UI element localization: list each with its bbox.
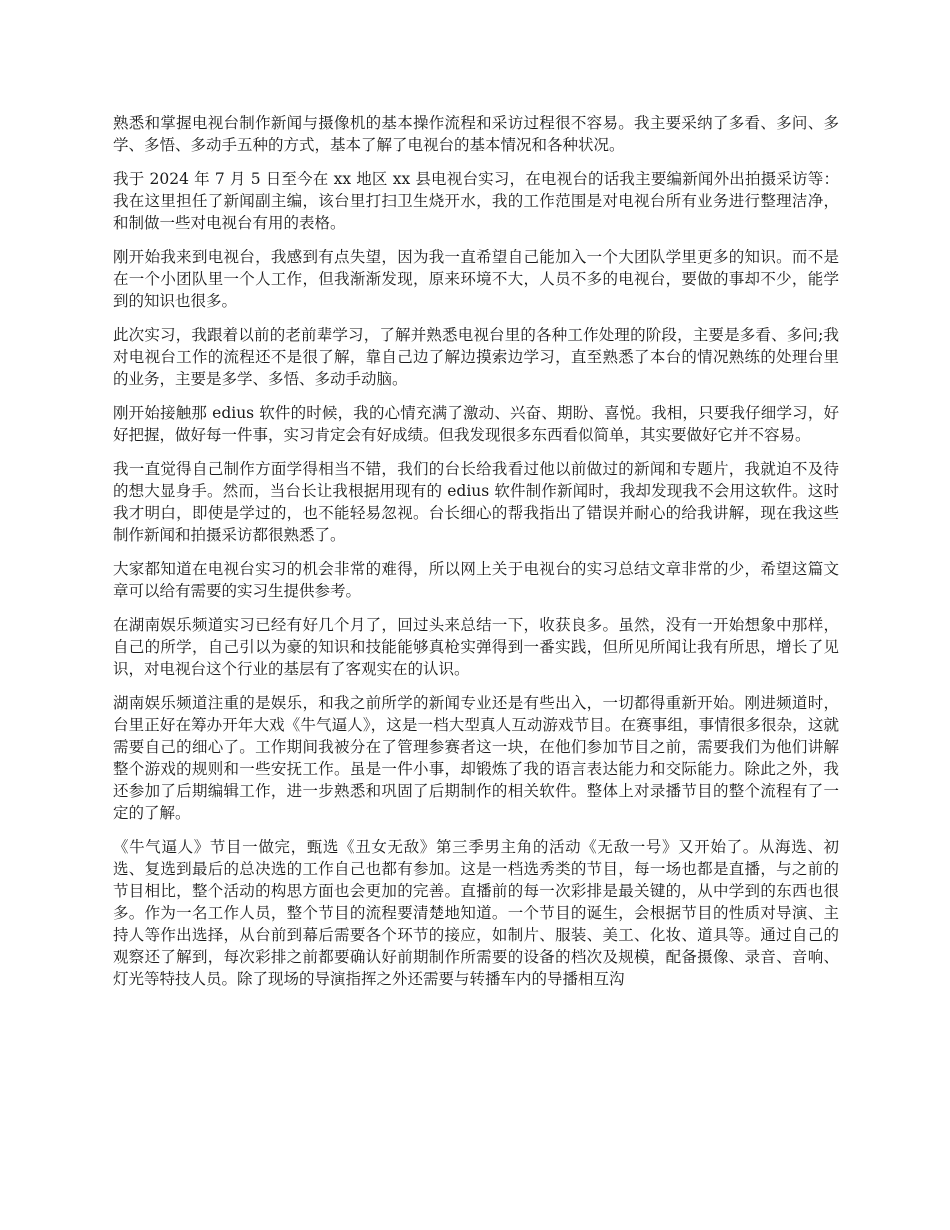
paragraph: 在湖南娱乐频道实习已经有好几个月了，回过头来总结一下，收获良多。虽然，没有一开始想象中那样，自己的所学，自己引以为豪的知识和技能能够真枪实弹得到一番实践，但所见所闻让我有所思，增长了见识，对电视台这个行业的基层有了客观实在的认识。: [113, 616, 839, 678]
paragraph: 我于 2024 年 7 月 5 日至今在 xx 地区 xx 县电视台实习，在电视台的话我主要编新闻外出拍摄采访等：我在这里担任了新闻副主编，该台里打扫卫生烧开水，我的工作范围是对电视台所有业务进行整理洁净，和制做一些对电视台有用的表格。: [113, 170, 839, 232]
paragraph: 大家都知道在电视台实习的机会非常的难得，所以网上关于电视台的实习总结文章非常的少，希望这篇文章可以给有需要的实习生提供参考。: [113, 560, 839, 600]
paragraph: 熟悉和掌握电视台制作新闻与摄像机的基本操作流程和采访过程很不容易。我主要采纳了多看、多问、多学、多悟、多动手五种的方式，基本了解了电视台的基本情况和各种状况。: [113, 114, 839, 154]
paragraph: 我一直觉得自己制作方面学得相当不错，我们的台长给我看过他以前做过的新闻和专题片，我就迫不及待的想大显身手。然而，当台长让我根据用现有的 edius 软件制作新闻时，我却发现我不会用这软件。这时我才明白，即使是学过的，也不能轻易忽视。台长细心的帮我指出了错误并耐心的给我讲解，现在我这些制作新闻和拍摄采访都很熟悉了。: [113, 460, 839, 544]
paragraph: 刚开始我来到电视台，我感到有点失望，因为我一直希望自己能加入一个大团队学里更多的知识。而不是在一个小团队里一个人工作，但我渐渐发现，原来环境不大，人员不多的电视台，要做的事却不少，能学到的知识也很多。: [113, 248, 839, 310]
document-body: [113, 112, 839, 1002]
paragraph: 《牛气逼人》节目一做完，甄选《丑女无敌》第三季男主角的活动《无敌一号》又开始了。从海选、初选、复选到最后的总决选的工作自己也都有参加。这是一档选秀类的节目，每一场也都是直播，与之前的节目相比，整个活动的构思方面也会更加的完善。直播前的每一次彩排是最关键的，从中学到的东西也很多。作为一名工作人员，整个节目的流程要清楚地知道。一个节目的诞生，会根据节目的性质对导演、主持人等作出选择，从台前到幕后需要各个环节的接应，如制片、服装、美工、化妆、道具等。通过自己的观察还了解到，每次彩排之前都要确认好前期制作所需要的设备的档次及规模，配备摄像、录音、音响、灯光等特技人员。除了现场的导演指挥之外还需要与转播车内的导播相互沟: [113, 838, 839, 988]
paragraph: 刚开始接触那 edius 软件的时候，我的心情充满了激动、兴奋、期盼、喜悦。我相，只要我仔细学习，好好把握，做好每一件事，实习肯定会有好成绩。但我发现很多东西看似简单，其实要做好它并不容易。: [113, 404, 839, 444]
paragraph: 湖南娱乐频道注重的是娱乐，和我之前所学的新闻专业还是有些出入，一切都得重新开始。刚进频道时，台里正好在筹办开年大戏《牛气逼人》，这是一档大型真人互动游戏节目。在赛事组，事情很多很杂，这就需要自己的细心了。工作期间我被分在了管理参赛者这一块，在他们参加节目之前，需要我们为他们讲解整个游戏的规则和一些安抚工作。虽是一件小事，却锻炼了我的语言表达能力和交际能力。除此之外，我还参加了后期编辑工作，进一步熟悉和巩固了后期制作的相关软件。整体上对录播节目的整个流程有了一定的了解。: [113, 694, 839, 822]
paragraph: 此次实习，我跟着以前的老前辈学习，了解并熟悉电视台里的各种工作处理的阶段，主要是多看、多问;我对电视台工作的流程还不是很了解，靠自己边了解边摸索边学习，直至熟悉了本台的情况熟练的处理台里的业务，主要是多学、多悟、多动手动脑。: [113, 326, 839, 388]
